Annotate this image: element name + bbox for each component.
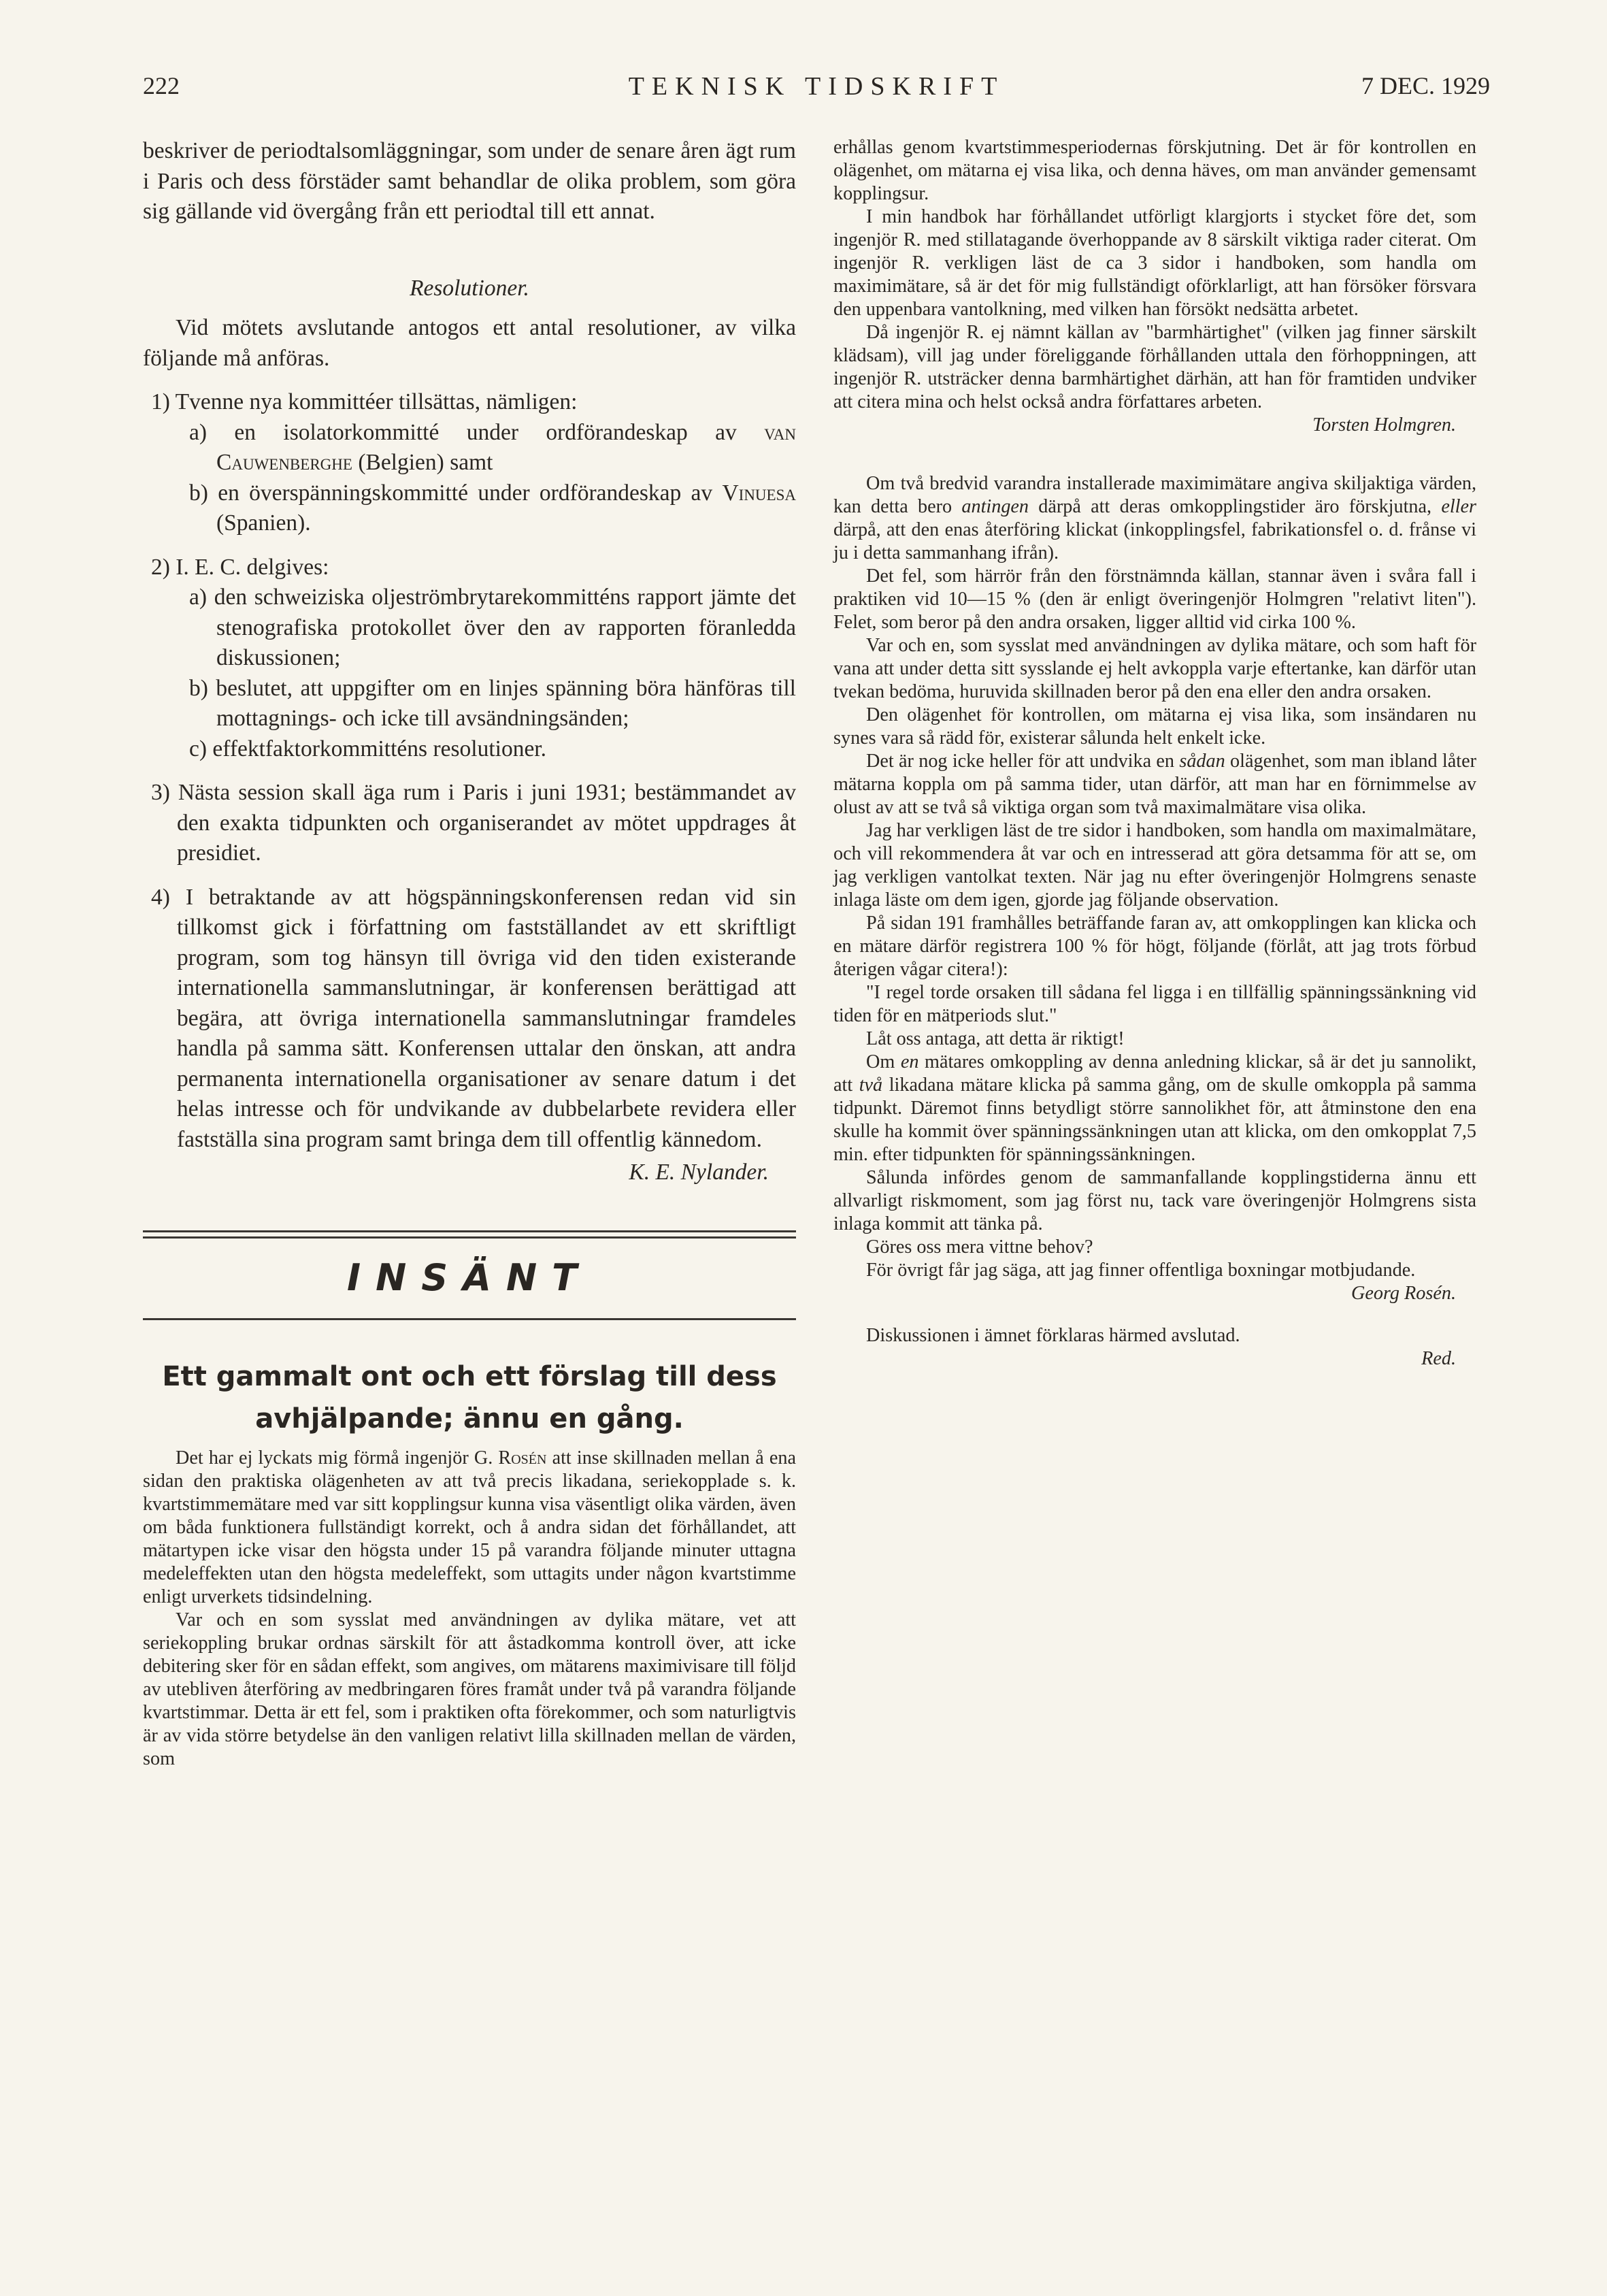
closing-note: Diskussionen i ämnet förklaras härmed avslutad. — [866, 1325, 1240, 1346]
person-name: Vinuesa — [722, 480, 796, 506]
article-text: Det har ej lyckats mig förmå ingenjör G. — [176, 1447, 499, 1469]
resolutions-intro: Vid mötets avslutande antogos ett antal resolutioner, av vilka följande må anföras. — [143, 315, 796, 371]
reply-text: Om två bredvid varandra installerade maximimätare angiva skiljaktiga värden, kan detta bero — [833, 473, 1476, 517]
page-header — [143, 71, 1490, 112]
section-spacer — [833, 1305, 1476, 1324]
divider-rule — [143, 1230, 796, 1232]
resolutions-heading: Resolutioner. — [410, 275, 529, 301]
page-number: 222 — [143, 72, 180, 99]
reply-paragraph: Sålunda infördes genom de sammanfallande kopplingstiderna ännu ett allvarligt riskmoment, som jag först nu, tack vare överingenjör Holmgrens sista inlaga kommit att tänka på. — [833, 1167, 1476, 1234]
reply-paragraph — [833, 1051, 1476, 1166]
article-paragraph: erhållas genom kvartstimmesperiodernas förskjutning. Det är för kontrollen en olägenhet, om mätarna ej visa lika, och denna häves, om man använder gemensamt kopplingsur. — [833, 137, 1476, 204]
resolution-1: 1) Tvenne nya kommittéer tillsättas, nämligen: — [151, 389, 578, 414]
article-paragraph: I min handbok har förhållandet utförligt klargjorts i stycket före det, som ingenjör R. med stillatagande överhoppande av 8 särskilt viktiga rader citerat. Om ingenjör R. verkligen läst de ca 3 sidor i handboken, som handla om maximimätare, så är det för mig fullständigt oförklarligt, att han försöker försvara den uppenbara vantolkning, med vilken han försökt nedsätta arbetet. — [833, 206, 1476, 320]
reply-text: likadana mätare klicka på samma gång, om de skulle omkoppla på samma tidpunkt. Däremot finns betydligt större sannolikhet för, att åtminstone den ena skulle ha kommit över spänningssänkningen utan att klicka, om den omkopplat 7,5 min. efter tidpunkten för spänningssänkningen. — [833, 1075, 1476, 1165]
reply-paragraph: Jag har verkligen läst de tre sidor i handboken, som handla om maximalmätare, och vill rekommendera åt var och en intresserad att göra detsamma för att se, om jag verkligen vantolkat texten. När jag nu efter överingenjör Holmgrens senaste inlaga läste om dem igen, gjorde jag följande observation. — [833, 820, 1476, 911]
intro-paragraph: beskriver de periodtalsomläggningar, som under de senare åren ägt rum i Paris och dess förstäder samt behandlar de olika problem, som göra sig gällande vid övergång från ett periodtal till ett annat. — [143, 138, 796, 224]
resolution-1b — [143, 478, 796, 539]
resolution-2a: a) den schweiziska oljeströmbrytarekommitténs rapport jämte det stenografiska protokollet över den av rapporten föranledda diskussionen; — [189, 585, 796, 670]
reply-text: Det är nog icke heller för att undvika en — [866, 751, 1180, 772]
reply-paragraph: På sidan 191 framhålles beträffande faran av, att omkopplingen kan klicka och en mätare därför registrera 100 % för högt, följande (förlåt, att jag trots förbud återigen vågar citera!): — [833, 913, 1476, 980]
section-spacer — [833, 437, 1476, 472]
article-paragraph: Var och en som sysslat med användningen av dylika mätare, vet att seriekoppling brukar ordnas särskilt för att åstadkomma kontroll över, att icke debitering sker för en sådan effekt, som angives, om mätarens maximivisare till följd av utebliven återföring av medbringaren föres framåt under två på varandra följande kvartstimmar. Detta är ett fel, som i praktiken ofta förekommer, och som naturligtvis är av vida större betydelse än den vanligen relativt lilla skillnaden mellan de värden, som — [143, 1609, 796, 1769]
editor-mark: Red. — [1421, 1348, 1456, 1369]
article-paragraph — [143, 1447, 796, 1609]
emphasis: antingen — [961, 496, 1029, 517]
reply-paragraph — [833, 472, 1476, 565]
resolution-2b: b) beslutet, att uppgifter om en linjes spänning böra hänföras till mottagnings- och icke till avsändningsänden; — [189, 675, 796, 731]
issue-date: 7 DEC. 1929 — [1361, 72, 1490, 99]
signature: K. E. Nylander. — [629, 1160, 769, 1185]
conference-report — [143, 136, 796, 1188]
resolution-1b-text: b) en överspänningskommitté under ordförandeskap av — [189, 480, 723, 506]
resolution-4: 4) I betraktande av att högspänningskonferensen redan vid sin tillkomst gick i författning om fastställandet av ett skriftligt program, som tog hänsyn till övriga vid den tiden existerande internationella sammanslutningar, är konferensen berättigad att begära, att övriga internationella sammanslutningar framdeles handla på samma sätt. Konferensen uttalar den önskan, att andra permanenta internationella organisationer av senare datum i det helas intresse och för undvikande av dubbelarbete revidera eller fastställa sina program samt bringa dem till offentlig kännedom. — [151, 884, 796, 1152]
section-title: INSÄNT — [347, 1256, 592, 1299]
reply-text: Om — [866, 1051, 901, 1072]
journal-title: TEKNISK TIDSKRIFT — [628, 72, 1005, 101]
reply-paragraph: För övrigt får jag säga, att jag finner offentliga boxningar motbjudande. — [866, 1260, 1416, 1281]
left-column — [143, 136, 796, 1771]
reply-text: därpå, att den enas återföring klickat (inkopplingsfel, fabrikationsfel o. d. frånse vi ju i detta sammanhang ifrån). — [833, 519, 1476, 563]
reply-paragraph: Den olägenhet för kontrollen, om mätarna ej visa lika, som insändaren nu synes vara så rädd för, existerar sålunda helt enkelt icke. — [833, 704, 1476, 749]
right-column — [833, 136, 1476, 1371]
reply-text: därpå att deras omkopplingstider äro förskjutna, — [1029, 496, 1442, 517]
divider-rule — [143, 1236, 796, 1239]
reply-paragraph: Låt oss antaga, att detta är riktigt! — [866, 1028, 1125, 1049]
reply-paragraph: Det fel, som härrör från den förstnämnda källan, stannar även i svåra fall i praktiken vid 10—15 % (den är enligt överingenjör Holmgren "relativt liten"). Felet, som beror på den andra orsaken, ligger alltid vid cirka 100 %. — [833, 565, 1476, 633]
article-text: att inse skillnaden mellan å ena sidan den praktiska olägenheten av att två precis likadana, seriekopplade s. k. kvartstimmemätare med var sitt kopplingsur kunna visa väsentligt olika värden, även om båda funktionera fullständigt korrekt, och å andra sidan det förhållandet, att mätartypen icke visar den högsta under 15 på varandra följande minuter uttagna medeleffekten utan den högsta medeleffekt, som uttagits under någon kvartstimme enligt urverkets tidsindelning. — [143, 1447, 796, 1607]
article-paragraph: Då ingenjör R. ej nämnt källan av "barmhärtighet" (vilken jag finner särskilt klädsam), vill jag under föreliggande förhållanden uttala den förhoppningen, att ingenjör R. utsträcker denna barmhärtighet därhän, att han för framtiden undviker att citera mina och helst också andra författares arbeten. — [833, 322, 1476, 412]
signature: Torsten Holmgren. — [1312, 414, 1456, 436]
resolution-1a-country: (Belgien) samt — [352, 450, 493, 475]
resolution-1b-country: (Spanien). — [216, 510, 311, 536]
resolution-1a-text: a) en isolatorkommitté under ordförandeskap av — [189, 419, 737, 445]
person-name: van Cauwenberghe — [216, 419, 796, 475]
emphasis: sådan — [1179, 751, 1225, 772]
resolution-2c: c) effektfaktorkommitténs resolutioner. — [189, 736, 546, 761]
reply-paragraph — [833, 750, 1476, 819]
signature: Georg Rosén. — [1351, 1283, 1456, 1304]
reply-paragraph: Var och en, som sysslat med användningen av dylika mätare, och som haft för vana att under detta sitt sysslande ej helt avkoppla varje eftertanke, kan därför utan tvekan bedöma, huruvida skillnaden beror på den ena eller den andra orsaken. — [833, 635, 1476, 702]
emphasis: eller — [1441, 496, 1476, 517]
reply-text: mätares omkoppling av denna anledning klickar, så är det ju sannolikt, att — [833, 1051, 1477, 1096]
reply-paragraph: Göres oss mera vittne behov? — [866, 1236, 1093, 1258]
resolution-1a — [143, 418, 796, 478]
reply-text: olägenhet, som man ibland låter mätarna koppla om på samma tider, utan därför, att man har en förnimmelse av olust av att se två så viktiga organ som två maximalmätare visa olika. — [833, 751, 1476, 818]
emphasis: två — [859, 1075, 883, 1096]
article-title: Ett gammalt ont och ett förslag till dess avhjälpande; ännu en gång. — [162, 1360, 777, 1434]
resolution-3: 3) Nästa session skall äga rum i Paris i juni 1931; bestämmandet av den exakta tidpunkten och organiserandet av mötet uppdrages åt presidiet. — [151, 780, 796, 866]
person-name: Rosén — [498, 1447, 547, 1469]
quote-paragraph: "I regel torde orsaken till sådana fel ligga i en tillfällig spänningssänkning vid tiden för en mätperiods slut." — [833, 982, 1476, 1026]
article-body — [143, 1447, 796, 1771]
divider-rule — [143, 1318, 796, 1320]
resolution-2: 2) I. E. C. delgives: — [151, 554, 329, 580]
emphasis: en — [900, 1051, 919, 1072]
